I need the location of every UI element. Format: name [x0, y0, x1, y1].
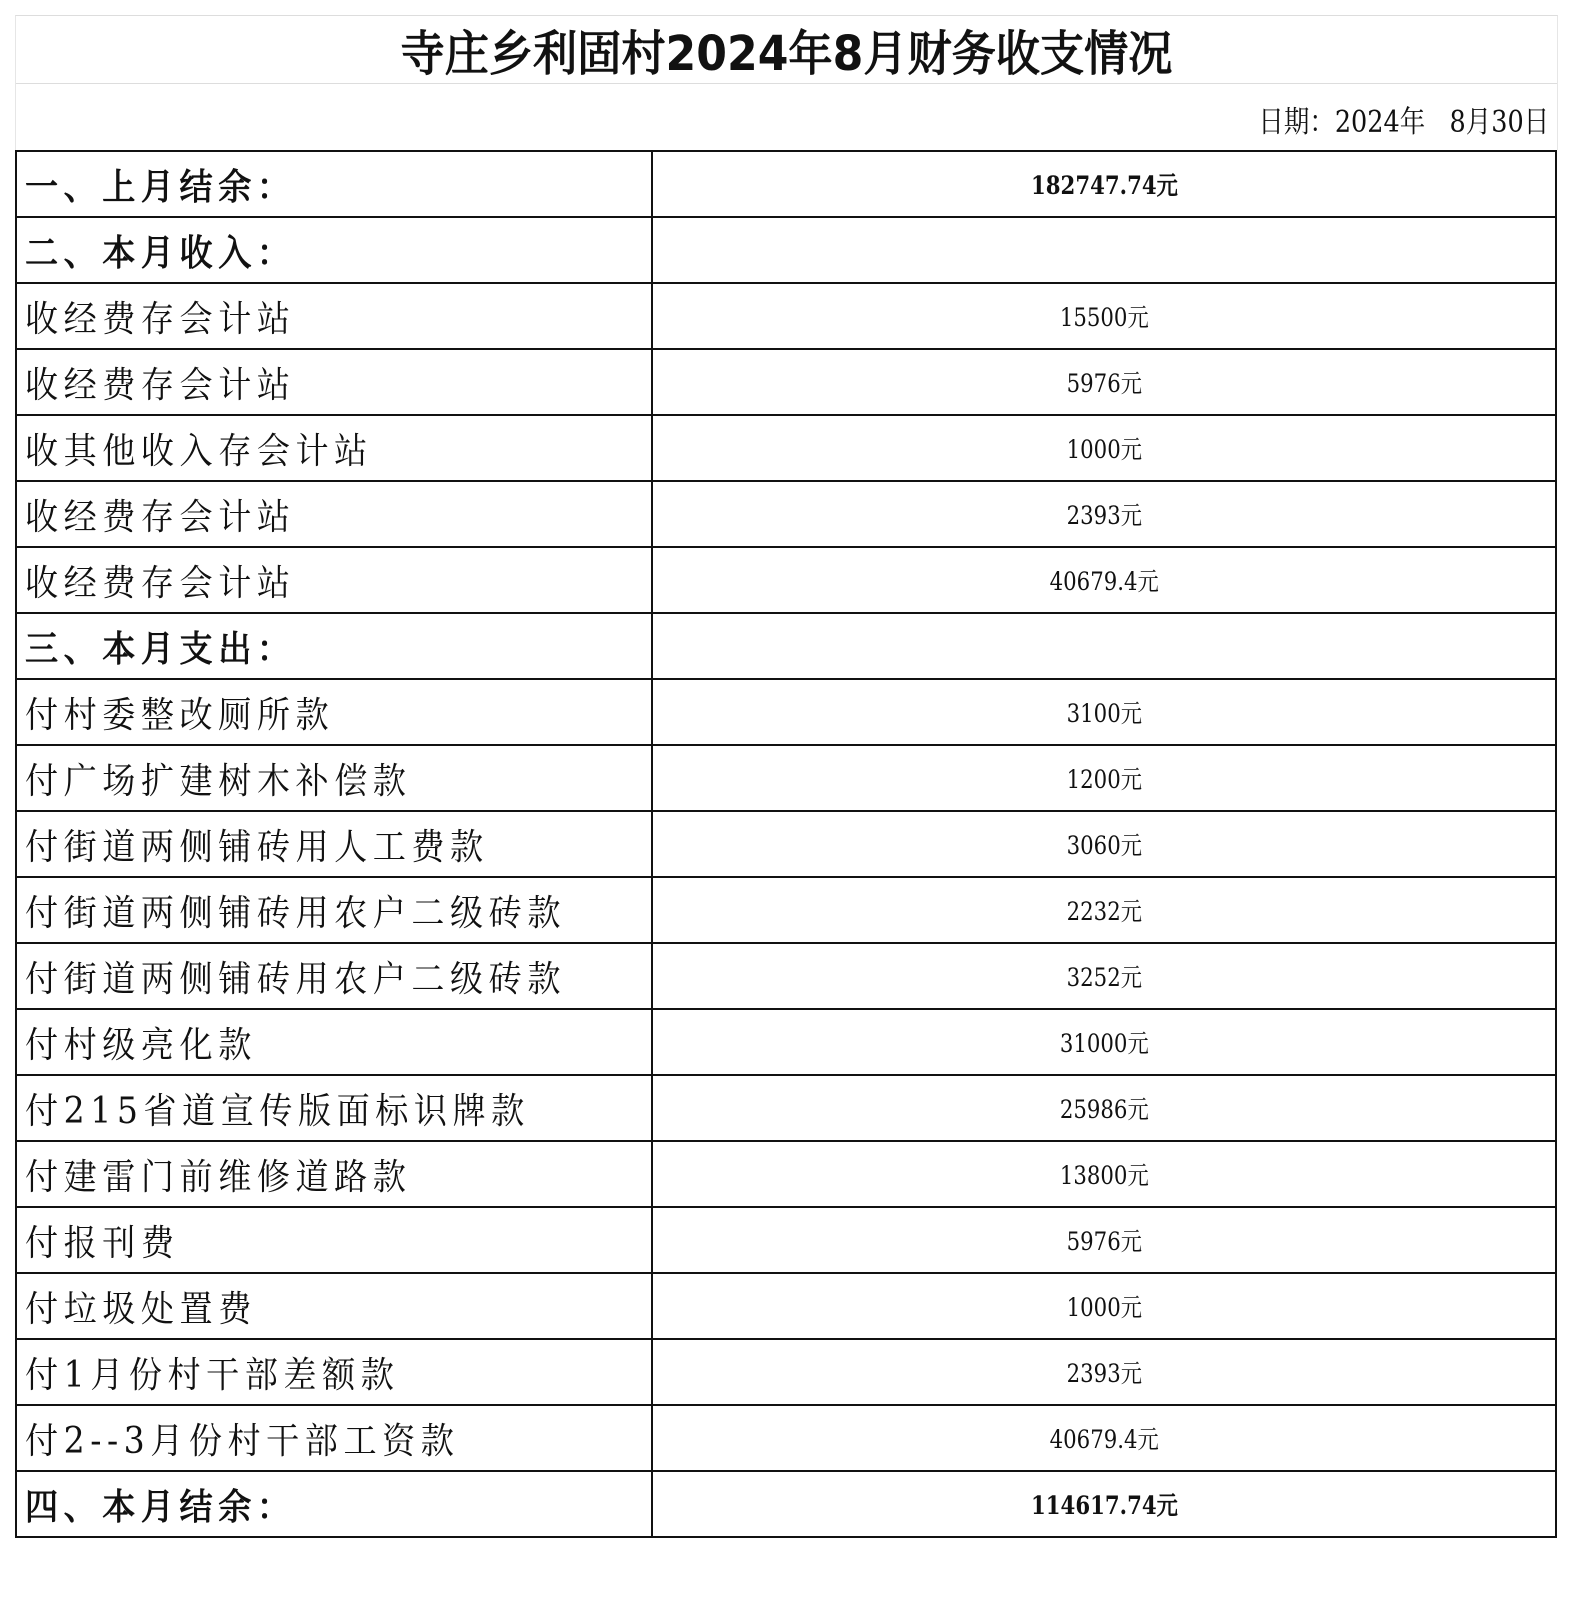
- amount-cell: [652, 877, 1556, 943]
- amount-cell: [652, 745, 1556, 811]
- table-row: [16, 745, 1556, 811]
- amount-cell: [652, 613, 1556, 679]
- item-amount: 40679.4元: [1049, 567, 1159, 596]
- item-label: 一、上月结余：: [25, 165, 296, 208]
- page-title: 寺庄乡利固村2024年8月财务收支情况: [400, 26, 1173, 82]
- item-amount: 1200元: [1066, 765, 1142, 794]
- item-amount: 3100元: [1066, 699, 1142, 728]
- item-label-cell: [16, 811, 652, 877]
- item-label: 付广场扩建树木补偿款: [25, 760, 412, 802]
- table-row: [16, 349, 1556, 415]
- item-label: 付村委整改厕所款: [25, 694, 335, 736]
- item-label: 付街道两侧铺砖用人工费款: [25, 826, 489, 868]
- item-label: 三、本月支出：: [25, 627, 296, 670]
- item-label-cell: [16, 1141, 652, 1207]
- item-label: 付街道两侧铺砖用农户二级砖款: [25, 892, 566, 934]
- amount-cell: [652, 151, 1556, 217]
- item-amount: 5976元: [1066, 369, 1142, 398]
- item-label-cell: [16, 151, 652, 217]
- amount-cell: [652, 1141, 1556, 1207]
- title-row: [15, 15, 1558, 84]
- table-row: [16, 613, 1556, 679]
- amount-cell: [652, 1075, 1556, 1141]
- item-label: 收经费存会计站: [25, 298, 296, 340]
- table-row: [16, 547, 1556, 613]
- item-label-cell: [16, 1339, 652, 1405]
- item-label: 付垃圾处置费: [25, 1288, 257, 1330]
- item-label-cell: [16, 1471, 652, 1537]
- amount-cell: [652, 1009, 1556, 1075]
- table-row: [16, 679, 1556, 745]
- item-label: 收经费存会计站: [25, 364, 296, 406]
- item-amount: 2393元: [1066, 501, 1142, 530]
- table-row: [16, 811, 1556, 877]
- table-row: [16, 1273, 1556, 1339]
- item-label-cell: [16, 1075, 652, 1141]
- item-amount: 31000元: [1059, 1029, 1149, 1058]
- item-label: 付报刊费: [25, 1222, 180, 1264]
- amount-cell: [652, 679, 1556, 745]
- item-amount: 3060元: [1066, 831, 1142, 860]
- table-row: [16, 877, 1556, 943]
- item-amount: 13800元: [1059, 1161, 1149, 1190]
- item-label-cell: [16, 877, 652, 943]
- table-row: [16, 1141, 1556, 1207]
- item-label-cell: [16, 613, 652, 679]
- item-amount: 114617.74元: [1030, 1491, 1178, 1520]
- amount-cell: [652, 811, 1556, 877]
- item-label-cell: [16, 745, 652, 811]
- item-label-cell: [16, 481, 652, 547]
- amount-cell: [652, 1207, 1556, 1273]
- amount-cell: [652, 547, 1556, 613]
- table-row: [16, 1009, 1556, 1075]
- amount-cell: [652, 349, 1556, 415]
- item-amount: 15500元: [1059, 303, 1149, 332]
- item-amount: 2232元: [1066, 897, 1142, 926]
- table-row: [16, 1075, 1556, 1141]
- table-row: [16, 481, 1556, 547]
- item-label-cell: [16, 547, 652, 613]
- amount-cell: [652, 481, 1556, 547]
- item-label: 付街道两侧铺砖用农户二级砖款: [25, 958, 566, 1000]
- table-row: [16, 943, 1556, 1009]
- amount-cell: [652, 217, 1556, 283]
- item-label-cell: [16, 349, 652, 415]
- item-label-cell: [16, 1273, 652, 1339]
- amount-cell: [652, 1339, 1556, 1405]
- finance-table: [15, 150, 1557, 1538]
- item-label: 收经费存会计站: [25, 562, 296, 604]
- item-label: 付2--3月份村干部工资款: [25, 1420, 460, 1462]
- item-amount: 182747.74元: [1030, 171, 1178, 200]
- item-amount: 40679.4元: [1049, 1425, 1159, 1454]
- amount-cell: [652, 1405, 1556, 1471]
- table-row: [16, 1471, 1556, 1537]
- item-amount: 1000元: [1066, 435, 1142, 464]
- table-row: [16, 1339, 1556, 1405]
- item-label-cell: [16, 1207, 652, 1273]
- table-row: [16, 415, 1556, 481]
- report-date: 日期：2024年 8月30日: [1258, 105, 1549, 140]
- item-label-cell: [16, 1009, 652, 1075]
- item-label: 付1月份村干部差额款: [25, 1354, 400, 1396]
- amount-cell: [652, 1471, 1556, 1537]
- item-label-cell: [16, 283, 652, 349]
- amount-cell: [652, 415, 1556, 481]
- item-label: 付215省道宣传版面标识牌款: [25, 1090, 530, 1132]
- amount-cell: [652, 1273, 1556, 1339]
- table-row: [16, 1405, 1556, 1471]
- item-label: 收其他收入存会计站: [25, 430, 373, 472]
- table-row: [16, 151, 1556, 217]
- item-label-cell: [16, 679, 652, 745]
- item-label: 二、本月收入：: [25, 231, 296, 274]
- item-amount: 25986元: [1059, 1095, 1149, 1124]
- item-label-cell: [16, 415, 652, 481]
- amount-cell: [652, 943, 1556, 1009]
- item-label: 付村级亮化款: [25, 1024, 257, 1066]
- item-label-cell: [16, 1405, 652, 1471]
- item-amount: 5976元: [1066, 1227, 1142, 1256]
- item-label: 四、本月结余：: [25, 1485, 296, 1528]
- table-row: [16, 217, 1556, 283]
- item-amount: 2393元: [1066, 1359, 1142, 1388]
- item-amount: 1000元: [1066, 1293, 1142, 1322]
- date-row: [15, 83, 1558, 150]
- item-amount: 3252元: [1066, 963, 1142, 992]
- item-label-cell: [16, 943, 652, 1009]
- amount-cell: [652, 283, 1556, 349]
- table-row: [16, 283, 1556, 349]
- table-row: [16, 1207, 1556, 1273]
- item-label: 收经费存会计站: [25, 496, 296, 538]
- item-label: 付建雷门前维修道路款: [25, 1156, 412, 1198]
- item-label-cell: [16, 217, 652, 283]
